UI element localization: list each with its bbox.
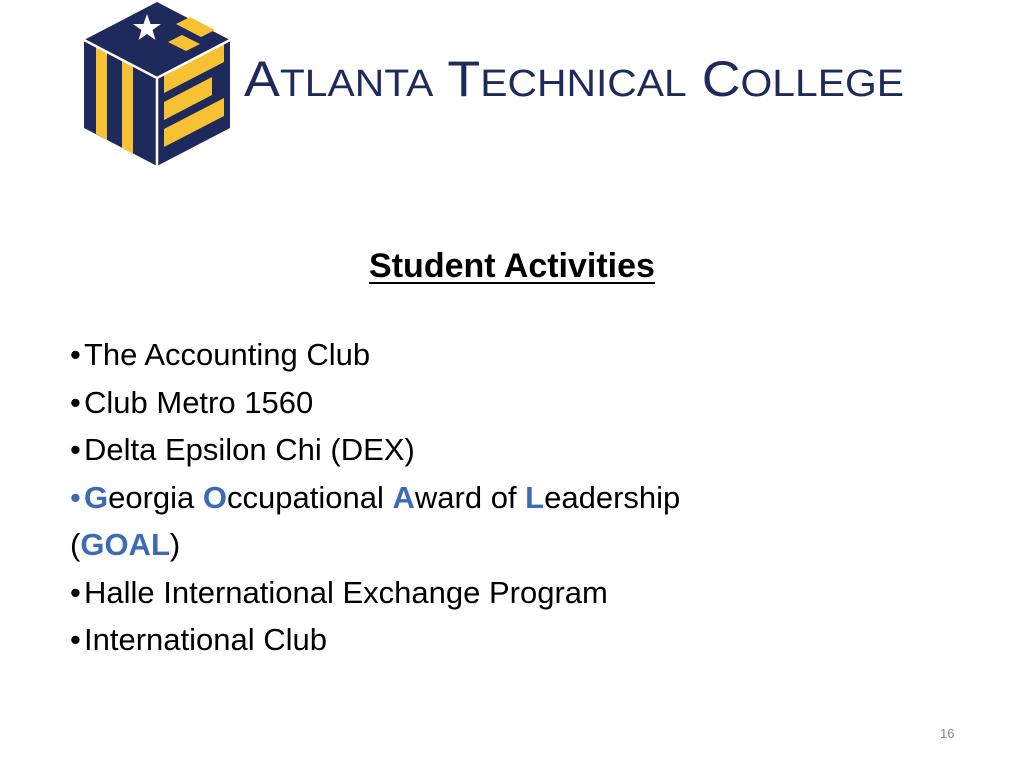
list-item: • Halle International Exchange Program	[70, 569, 970, 617]
college-wordmark	[244, 48, 914, 108]
bullet-icon: •	[70, 479, 81, 515]
list-item-goal: • Georgia Occupational Award of Leadership	[70, 474, 970, 522]
list-item: • The Accounting Club	[70, 331, 970, 379]
list-item-goal-acronym: (GOAL)	[70, 527, 181, 562]
college-logo	[84, 2, 230, 166]
page-number: 16	[940, 726, 955, 741]
list-item: • Delta Epsilon Chi (DEX)	[70, 426, 970, 474]
svg-text:ATLANTA TECHNICAL COLLEGE: ATLANTA TECHNICAL COLLEGE	[244, 51, 893, 107]
bullet-icon: •	[70, 432, 81, 467]
bullet-icon: •	[70, 574, 81, 610]
bullet-icon: •	[70, 622, 81, 657]
slide-title-text: Student Activities	[369, 247, 655, 285]
bullet-icon: •	[70, 337, 81, 372]
list-item: • Club Metro 1560	[70, 379, 970, 427]
activities-list	[70, 331, 970, 664]
slide-title	[0, 244, 1024, 288]
list-item: • International Club	[70, 616, 970, 664]
bullet-icon: •	[70, 384, 81, 420]
